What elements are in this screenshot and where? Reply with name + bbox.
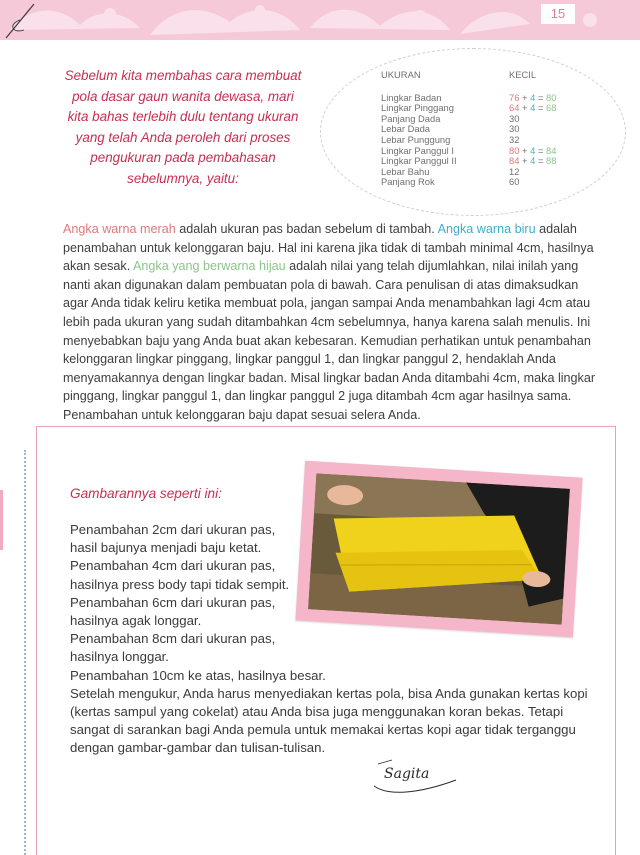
total-value: 68 xyxy=(546,102,557,114)
body-paragraph xyxy=(63,220,603,425)
body-text-3: adalah nilai yang telah dijumlahkan, nilai inilah yang nanti akan digunakan dalam pembuatan pola di bawah. Cara penulisan di atas dimaksudkan agar Anda tidak keliru ketika membuat pola, jangan sampai Anda menambahkan lagi 4cm atau lebih pada ukuran yang sudah ditambahkan 4cm sebelumnya, hanya karena salah menulis. Ini menyebabkan baju yang Anda buat akan kebesaran. Kemudian perhatikan untuk penambahan kelonggaran lingkar pinggang, lingkar panggul 1, dan lingkar panggul 2, hendaklah Anda menyamakannya dengan lingkar badan. Misal lingkar badan Anda ditambahi 4cm, maka lingkar pinggang, lingkar panggul 1, dan lingkar panggul 2 juga ditambah 4cm agar hasilnya sama. Penambahan untuk kelonggaran baju dapat sesuai selera Anda. xyxy=(63,259,596,422)
add-value: 4 xyxy=(530,91,536,103)
add-value: 4 xyxy=(530,144,536,156)
page-number: 15 xyxy=(541,4,575,24)
base-value: 80 xyxy=(509,144,520,156)
total-value: 80 xyxy=(546,91,557,103)
body-text-1: adalah ukuran pas badan sebelum di tambah. xyxy=(175,222,438,236)
small-col-header: KECIL xyxy=(509,69,537,80)
dotted-border xyxy=(24,450,28,855)
box-line: hasilnya agak longgar. xyxy=(70,613,202,629)
add-value: 4 xyxy=(530,155,536,167)
size-label: Lebar Bahu xyxy=(381,165,430,177)
size-value: 60 xyxy=(509,176,520,188)
size-row xyxy=(381,177,591,188)
size-row: Lingkar Panggul I 80 + 4 = 84 xyxy=(381,144,557,156)
body-text-2: adalah penambahan untuk kelonggaran baju. Hal ini karena jika tidak di tambah minimal 4cm, hasilnya akan sesak. xyxy=(63,222,594,274)
box-line: hasil bajunya menjadi baju ketat. xyxy=(70,540,262,556)
size-row: Lingkar Badan 76 + 4 = 80 xyxy=(381,91,557,103)
total-value: 84 xyxy=(546,144,557,156)
base-value: 84 xyxy=(509,155,520,167)
blue-phrase: Angka warna biru xyxy=(437,222,536,236)
size-row xyxy=(381,135,591,146)
box-line: Penambahan 2cm dari ukuran pas, xyxy=(70,522,276,537)
base-value: 64 xyxy=(509,102,520,114)
box-line: Penambahan 8cm dari ukuran pas, xyxy=(70,631,276,647)
box-line: hasilnya longgar. xyxy=(70,649,169,665)
box-line: Penambahan 4cm dari ukuran pas, xyxy=(70,558,276,574)
total-value: 88 xyxy=(546,155,557,167)
red-phrase: Angka warna merah xyxy=(63,222,176,236)
size-label: Lebar Dada xyxy=(381,123,430,135)
side-pink-mark xyxy=(0,490,3,550)
size-row: Lingkar Pinggang 64 + 4 = 68 xyxy=(381,102,557,114)
signature xyxy=(368,756,460,802)
size-label: Lingkar Panggul I xyxy=(381,144,454,156)
size-value: 32 xyxy=(509,133,520,145)
base-value: 76 xyxy=(509,91,520,103)
size-col-header: UKURAN xyxy=(381,69,421,80)
size-table xyxy=(381,70,591,188)
box-line: hasilnya press body tapi tidak sempit. xyxy=(70,576,290,592)
closing-paragraph: Setelah mengukur, Anda harus menyediakan kertas pola, bisa Anda gunakan kertas kopi (kertas sampul yang cokelat) atau Anda bisa juga menggunakan koran bekas. Tetapi sangat di sarankan bagi Anda pemula untuk memakai kertas kopi agar tidak terganggu dengan gambar-gambar dan tulisan-tulisan. xyxy=(70,685,588,756)
size-label: Lingkar Pinggang xyxy=(381,102,454,114)
size-value: 30 xyxy=(509,112,520,124)
size-label: Panjang Rok xyxy=(381,176,435,188)
box-line: Penambahan 6cm dari ukuran pas, xyxy=(70,594,276,610)
box-line: Penambahan 10cm ke atas, hasilnya besar. xyxy=(70,667,326,683)
box-title: Gambarannya seperti ini: xyxy=(70,486,222,501)
signature-text: Sagita xyxy=(384,766,430,782)
size-row: Lingkar Panggul II 84 + 4 = 88 xyxy=(381,155,557,167)
size-label: Panjang Dada xyxy=(381,112,441,124)
size-value: 12 xyxy=(509,165,520,177)
size-value: 30 xyxy=(509,123,520,135)
intro-text: Sebelum kita membahas cara membuat pola dasar gaun wanita dewasa, mari kita bahas terlebih dulu tentang ukuran yang telah Anda peroleh dari proses pengukuran pada pembahasan sebelumnya, yaitu: xyxy=(64,68,302,186)
green-phrase: Angka yang berwarna hijau xyxy=(133,259,286,274)
size-label: Lingkar Panggul II xyxy=(381,155,457,167)
box-text xyxy=(70,521,590,758)
header-decor-band xyxy=(0,0,640,40)
needle-icon xyxy=(0,0,40,40)
size-label: Lingkar Badan xyxy=(381,91,442,103)
add-value: 4 xyxy=(530,102,536,114)
size-label: Lebar Punggung xyxy=(381,133,451,145)
